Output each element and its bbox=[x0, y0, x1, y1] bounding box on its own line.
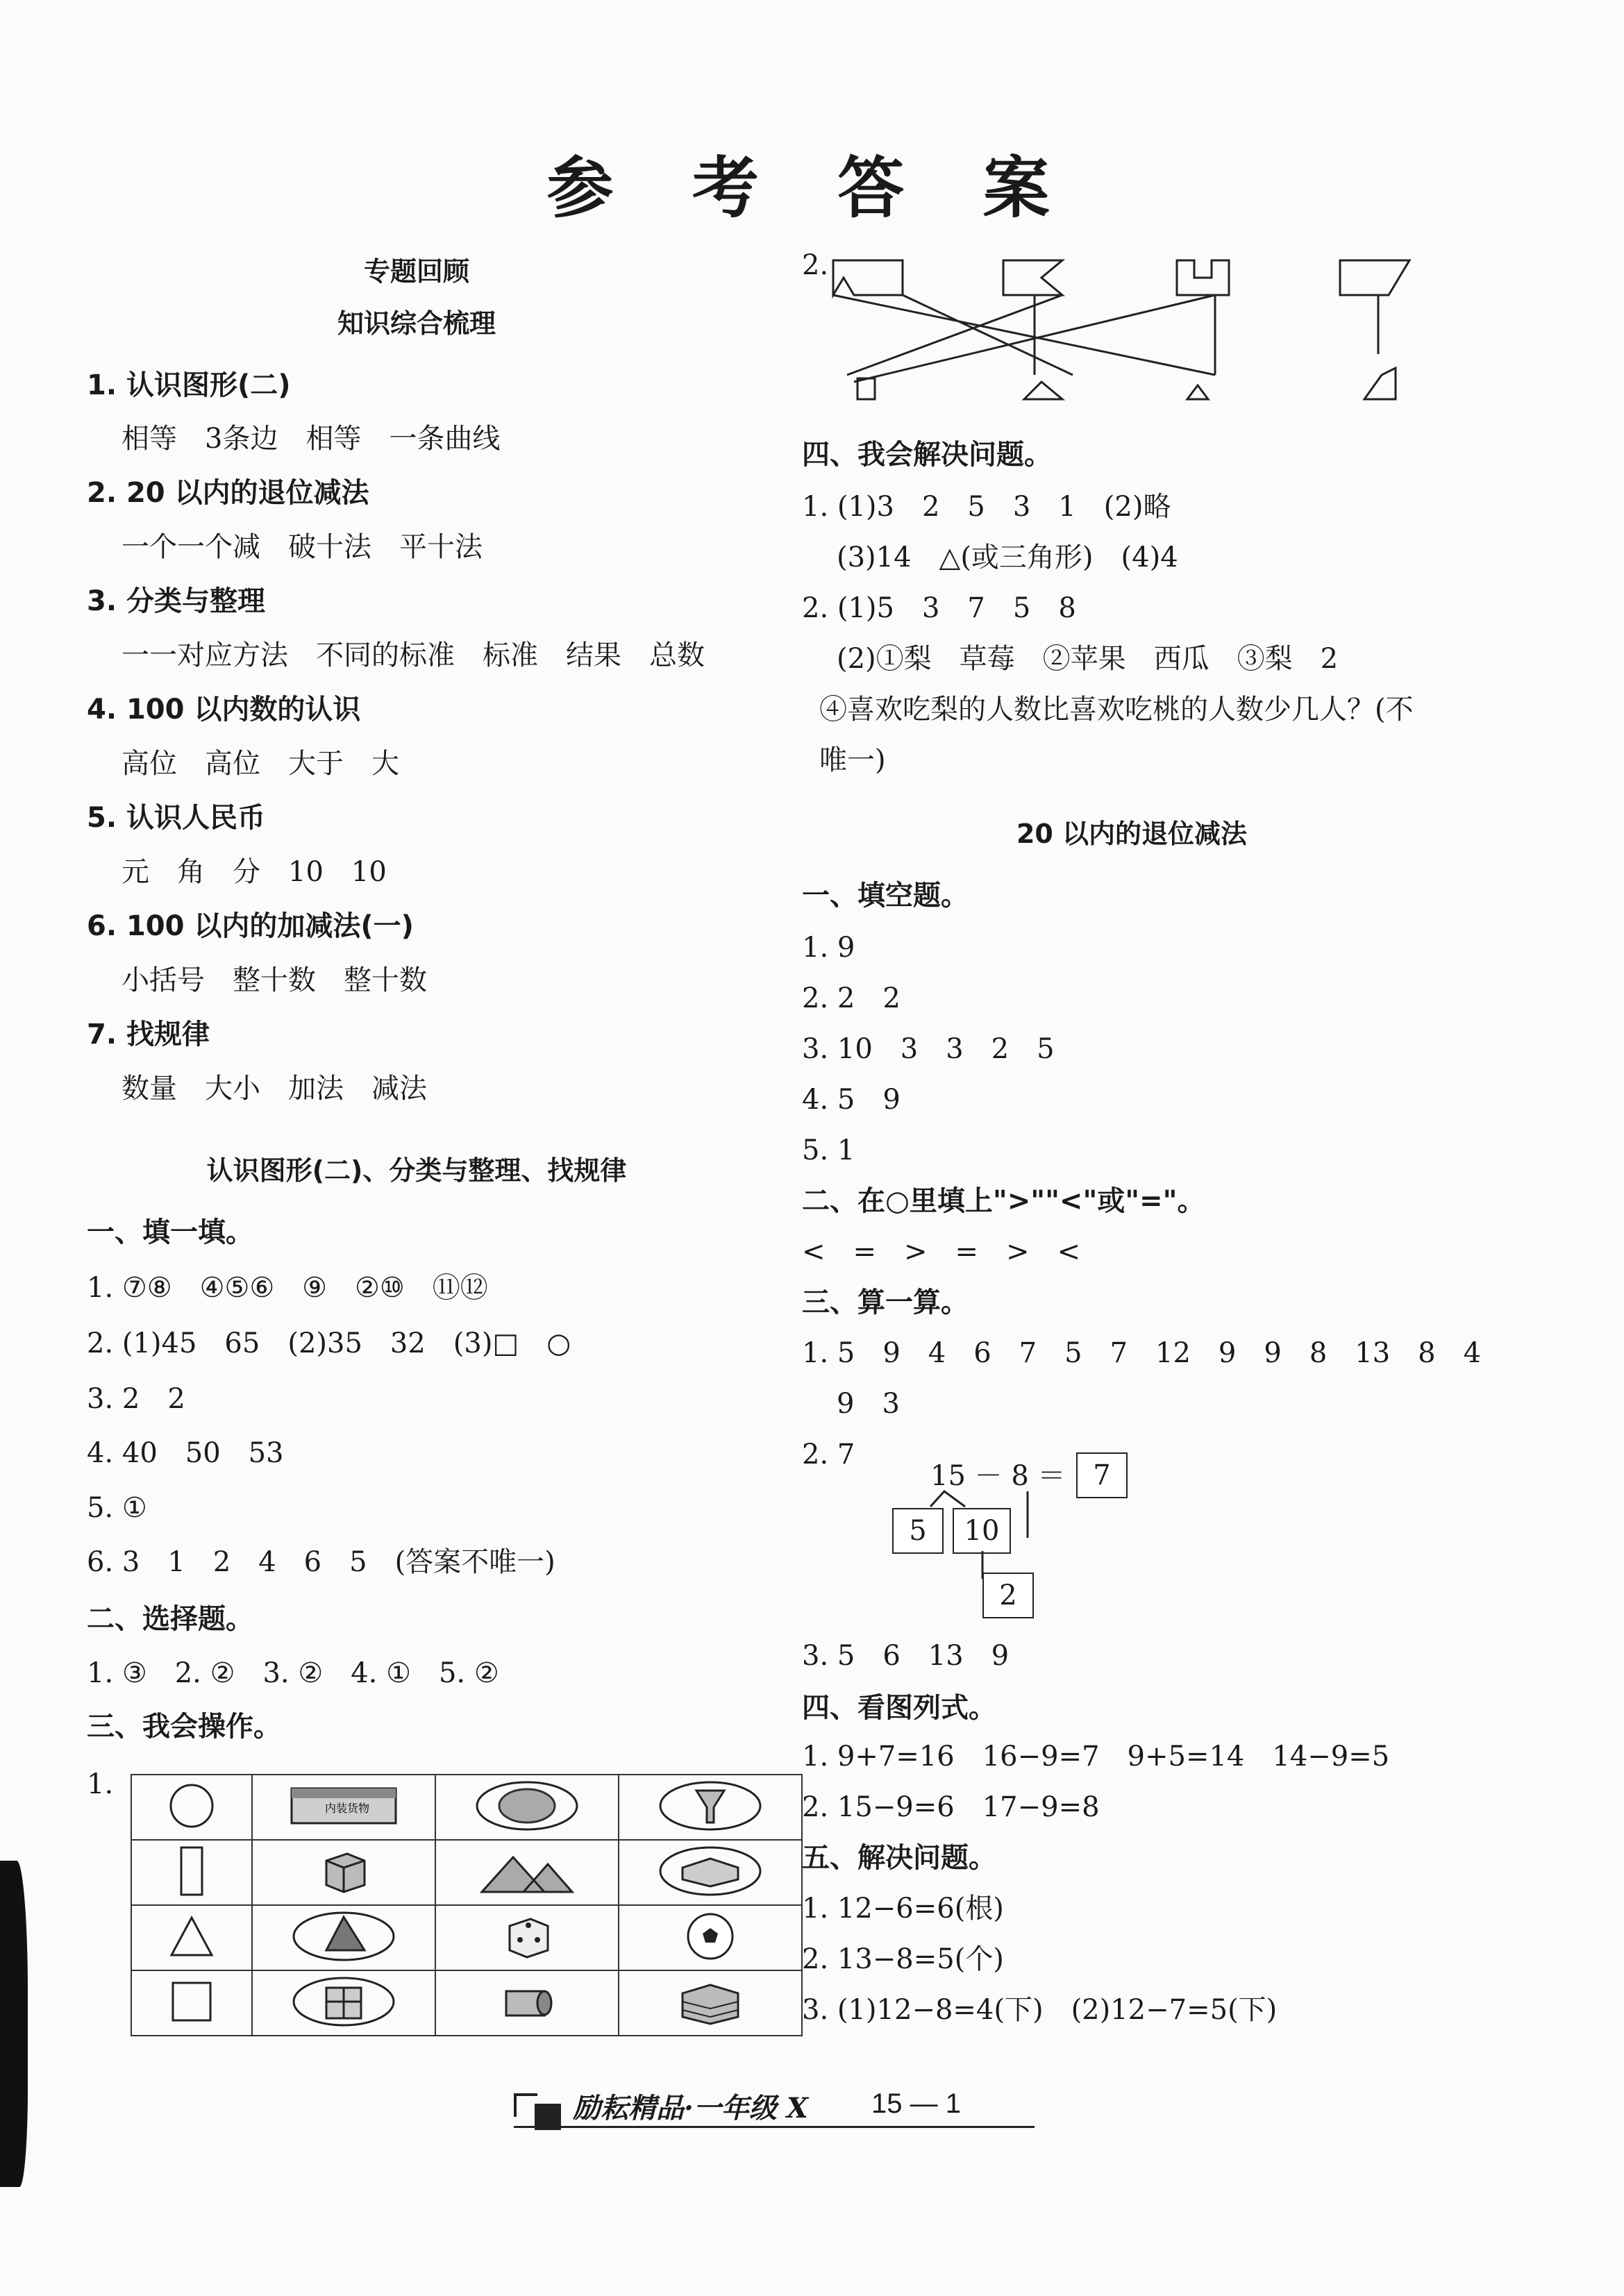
solve-heading: 四、我会解决问题。 bbox=[802, 439, 1052, 471]
pyramid-object-icon bbox=[285, 1909, 403, 1964]
compare-answers: < = > = > < bbox=[802, 1236, 1081, 1268]
review-body: 一个一个减 破十法 平十法 bbox=[122, 531, 483, 563]
object-cell bbox=[435, 1840, 619, 1905]
shape-cell bbox=[131, 1970, 252, 2036]
object-cell bbox=[619, 1840, 802, 1905]
solve-answer: 唯一) bbox=[819, 744, 886, 776]
section-title-review: 专题回顾 bbox=[363, 256, 469, 287]
fill-answer: 1. 9 bbox=[802, 932, 855, 964]
object-cell bbox=[619, 1775, 802, 1840]
answer-box: 7 bbox=[1076, 1452, 1128, 1498]
box-icon bbox=[651, 1843, 769, 1899]
operate-heading: 三、我会操作。 bbox=[87, 1711, 281, 1743]
fill-answer: 3. 2 2 bbox=[87, 1383, 185, 1415]
choice-heading: 二、选择题。 bbox=[87, 1603, 253, 1635]
circle-icon bbox=[167, 1782, 216, 1830]
fill-answer: 4. 40 50 53 bbox=[87, 1437, 284, 1469]
fill-answer: 1. ⑦⑧ ④⑤⑥ ⑨ ②⑩ ⑪⑫ bbox=[87, 1272, 488, 1304]
review-head: 5. 认识人民币 bbox=[87, 802, 265, 834]
object-cell bbox=[619, 1905, 802, 1970]
classify-table bbox=[131, 1774, 803, 2036]
review-body: 数量 大小 加法 减法 bbox=[122, 1073, 427, 1105]
footer-rule bbox=[514, 2126, 1035, 2128]
calc-answers: 1. 5 9 4 6 7 5 7 12 9 9 8 13 8 4 bbox=[802, 1337, 1482, 1369]
footer-page-number: 15 — 1 bbox=[871, 2088, 961, 2119]
picture-answer: 1. 9+7=16 16−9=7 9+5=14 14−9=5 bbox=[802, 1741, 1390, 1773]
object-cell bbox=[252, 1905, 435, 1970]
solve-answer: (3)14 △(或三角形) (4)4 bbox=[837, 542, 1178, 573]
operate-number: 1. bbox=[87, 1768, 114, 1800]
funnel-icon bbox=[651, 1778, 769, 1834]
fill-answer: 2. (1)45 65 (2)35 32 (3)□ ○ bbox=[87, 1327, 571, 1359]
review-body: 一一对应方法 不同的标准 标准 结果 总数 bbox=[122, 639, 705, 671]
shape-matching-diagram bbox=[826, 250, 1451, 410]
solve-answer: 1. (1)3 2 5 3 1 (2)略 bbox=[802, 491, 1171, 523]
picture-answer: 2. 15−9=6 17−9=8 bbox=[802, 1791, 1100, 1823]
review-head: 6. 100 以内的加减法(一) bbox=[87, 910, 414, 942]
trapezoid-piece bbox=[1364, 368, 1396, 399]
footer-corner-mark bbox=[514, 2093, 537, 2117]
picture-heading: 四、看图列式。 bbox=[802, 1692, 996, 1724]
fill-answer: 4. 5 9 bbox=[802, 1084, 901, 1116]
object-cell bbox=[435, 1905, 619, 1970]
small-triangle-piece bbox=[1187, 385, 1208, 399]
problem-heading: 五、解决问题。 bbox=[802, 1842, 996, 1874]
matching-number: 2. bbox=[802, 249, 829, 281]
review-head: 7. 找规律 bbox=[87, 1019, 210, 1050]
object-cell bbox=[435, 1775, 619, 1840]
calc-answers: 3. 5 6 13 9 bbox=[802, 1640, 1010, 1672]
shape-cell bbox=[131, 1775, 252, 1840]
solve-answer: 2. (1)5 3 7 5 8 bbox=[802, 592, 1076, 624]
review-body: 高位 高位 大于 大 bbox=[122, 748, 399, 780]
cube-puzzle-icon bbox=[316, 1843, 371, 1899]
calc-heading: 三、算一算。 bbox=[802, 1287, 969, 1318]
split-box-2: 2 bbox=[982, 1573, 1034, 1618]
equation-text: 15 － 8 ＝ bbox=[930, 1460, 1066, 1492]
fill-heading: 一、填空题。 bbox=[802, 880, 969, 912]
flag-shape bbox=[1003, 260, 1062, 295]
compare-heading: 二、在○里填上">""<"或"="。 bbox=[802, 1185, 1205, 1217]
object-cell bbox=[252, 1775, 435, 1840]
fill-heading: 一、填一填。 bbox=[87, 1216, 253, 1248]
matching-lines bbox=[833, 295, 1215, 382]
review-body: 元 角 分 10 10 bbox=[122, 856, 387, 888]
triangle-piece bbox=[1024, 382, 1062, 399]
footer-brand: 励耘精品·一年级 X bbox=[573, 2092, 808, 2125]
small-rectangle-piece bbox=[857, 378, 875, 399]
dice-icon bbox=[499, 1909, 555, 1964]
problem-answer: 1. 12−6=6(根) bbox=[802, 1893, 1004, 1925]
fill-answer: 2. 2 2 bbox=[802, 982, 901, 1014]
section-title-subtraction: 20 以内的退位减法 bbox=[1016, 819, 1248, 849]
review-head: 1. 认识图形(二) bbox=[87, 369, 291, 401]
split-box-5: 5 bbox=[892, 1508, 944, 1554]
solve-answer: ④喜欢吃梨的人数比喜欢吃桃的人数少几人？(不 bbox=[819, 694, 1414, 726]
object-cell bbox=[252, 1840, 435, 1905]
review-body: 小括号 整十数 整十数 bbox=[122, 964, 427, 996]
object-cell bbox=[252, 1970, 435, 2036]
pyramids-icon bbox=[475, 1843, 579, 1899]
calc-answers: 2. 7 bbox=[802, 1439, 855, 1470]
triangle-icon bbox=[167, 1912, 216, 1961]
split-box-10: 10 bbox=[953, 1508, 1011, 1554]
problem-answer: 2. 13−8=5(个) bbox=[802, 1943, 1004, 1975]
review-body: 相等 3条边 相等 一条曲线 bbox=[122, 423, 501, 455]
trapezoid-shape bbox=[1340, 260, 1409, 295]
coin-icon bbox=[468, 1778, 586, 1834]
package-box-icon bbox=[278, 1782, 410, 1830]
page-title: 参 考 答 案 bbox=[546, 149, 1078, 227]
shape-cell bbox=[131, 1905, 252, 1970]
problem-answer: 3. (1)12−8=4(下) (2)12−7=5(下) bbox=[802, 1994, 1278, 2026]
package-label: 内装货物 bbox=[324, 1802, 370, 1815]
shape-cell bbox=[131, 1840, 252, 1905]
notched-rectangle-shape bbox=[833, 260, 903, 295]
gift-box-icon bbox=[285, 1974, 403, 2029]
fill-answer: 6. 3 1 2 4 6 5 (答案不唯一) bbox=[87, 1546, 555, 1578]
u-notch-shape bbox=[1177, 260, 1229, 295]
wooden-crate-icon bbox=[672, 1974, 748, 2029]
review-head: 3. 分类与整理 bbox=[87, 585, 265, 617]
section-subtitle-review: 知识综合梳理 bbox=[337, 308, 496, 339]
square-icon bbox=[167, 1977, 216, 2026]
calc-answers: 9 3 bbox=[837, 1388, 900, 1420]
choice-answers: 1. ③ 2. ② 3. ② 4. ① 5. ② bbox=[87, 1657, 499, 1689]
fill-answer: 5. ① bbox=[87, 1492, 147, 1524]
section-title-shapes: 认识图形(二)、分类与整理、找规律 bbox=[206, 1155, 627, 1186]
fill-answer: 3. 10 3 3 2 5 bbox=[802, 1033, 1055, 1065]
fill-answer: 5. 1 bbox=[802, 1134, 855, 1166]
review-head: 2. 20 以内的退位减法 bbox=[87, 477, 369, 509]
object-cell bbox=[435, 1970, 619, 2036]
soccer-ball-icon bbox=[683, 1909, 738, 1964]
solve-answer: (2)①梨 草莓 ②苹果 西瓜 ③梨 2 bbox=[837, 643, 1339, 675]
object-cell bbox=[619, 1970, 802, 2036]
review-head: 4. 100 以内数的认识 bbox=[87, 694, 361, 726]
log-icon bbox=[496, 1974, 558, 2029]
rectangle-icon bbox=[171, 1843, 212, 1899]
torn-edge bbox=[0, 1861, 28, 2187]
